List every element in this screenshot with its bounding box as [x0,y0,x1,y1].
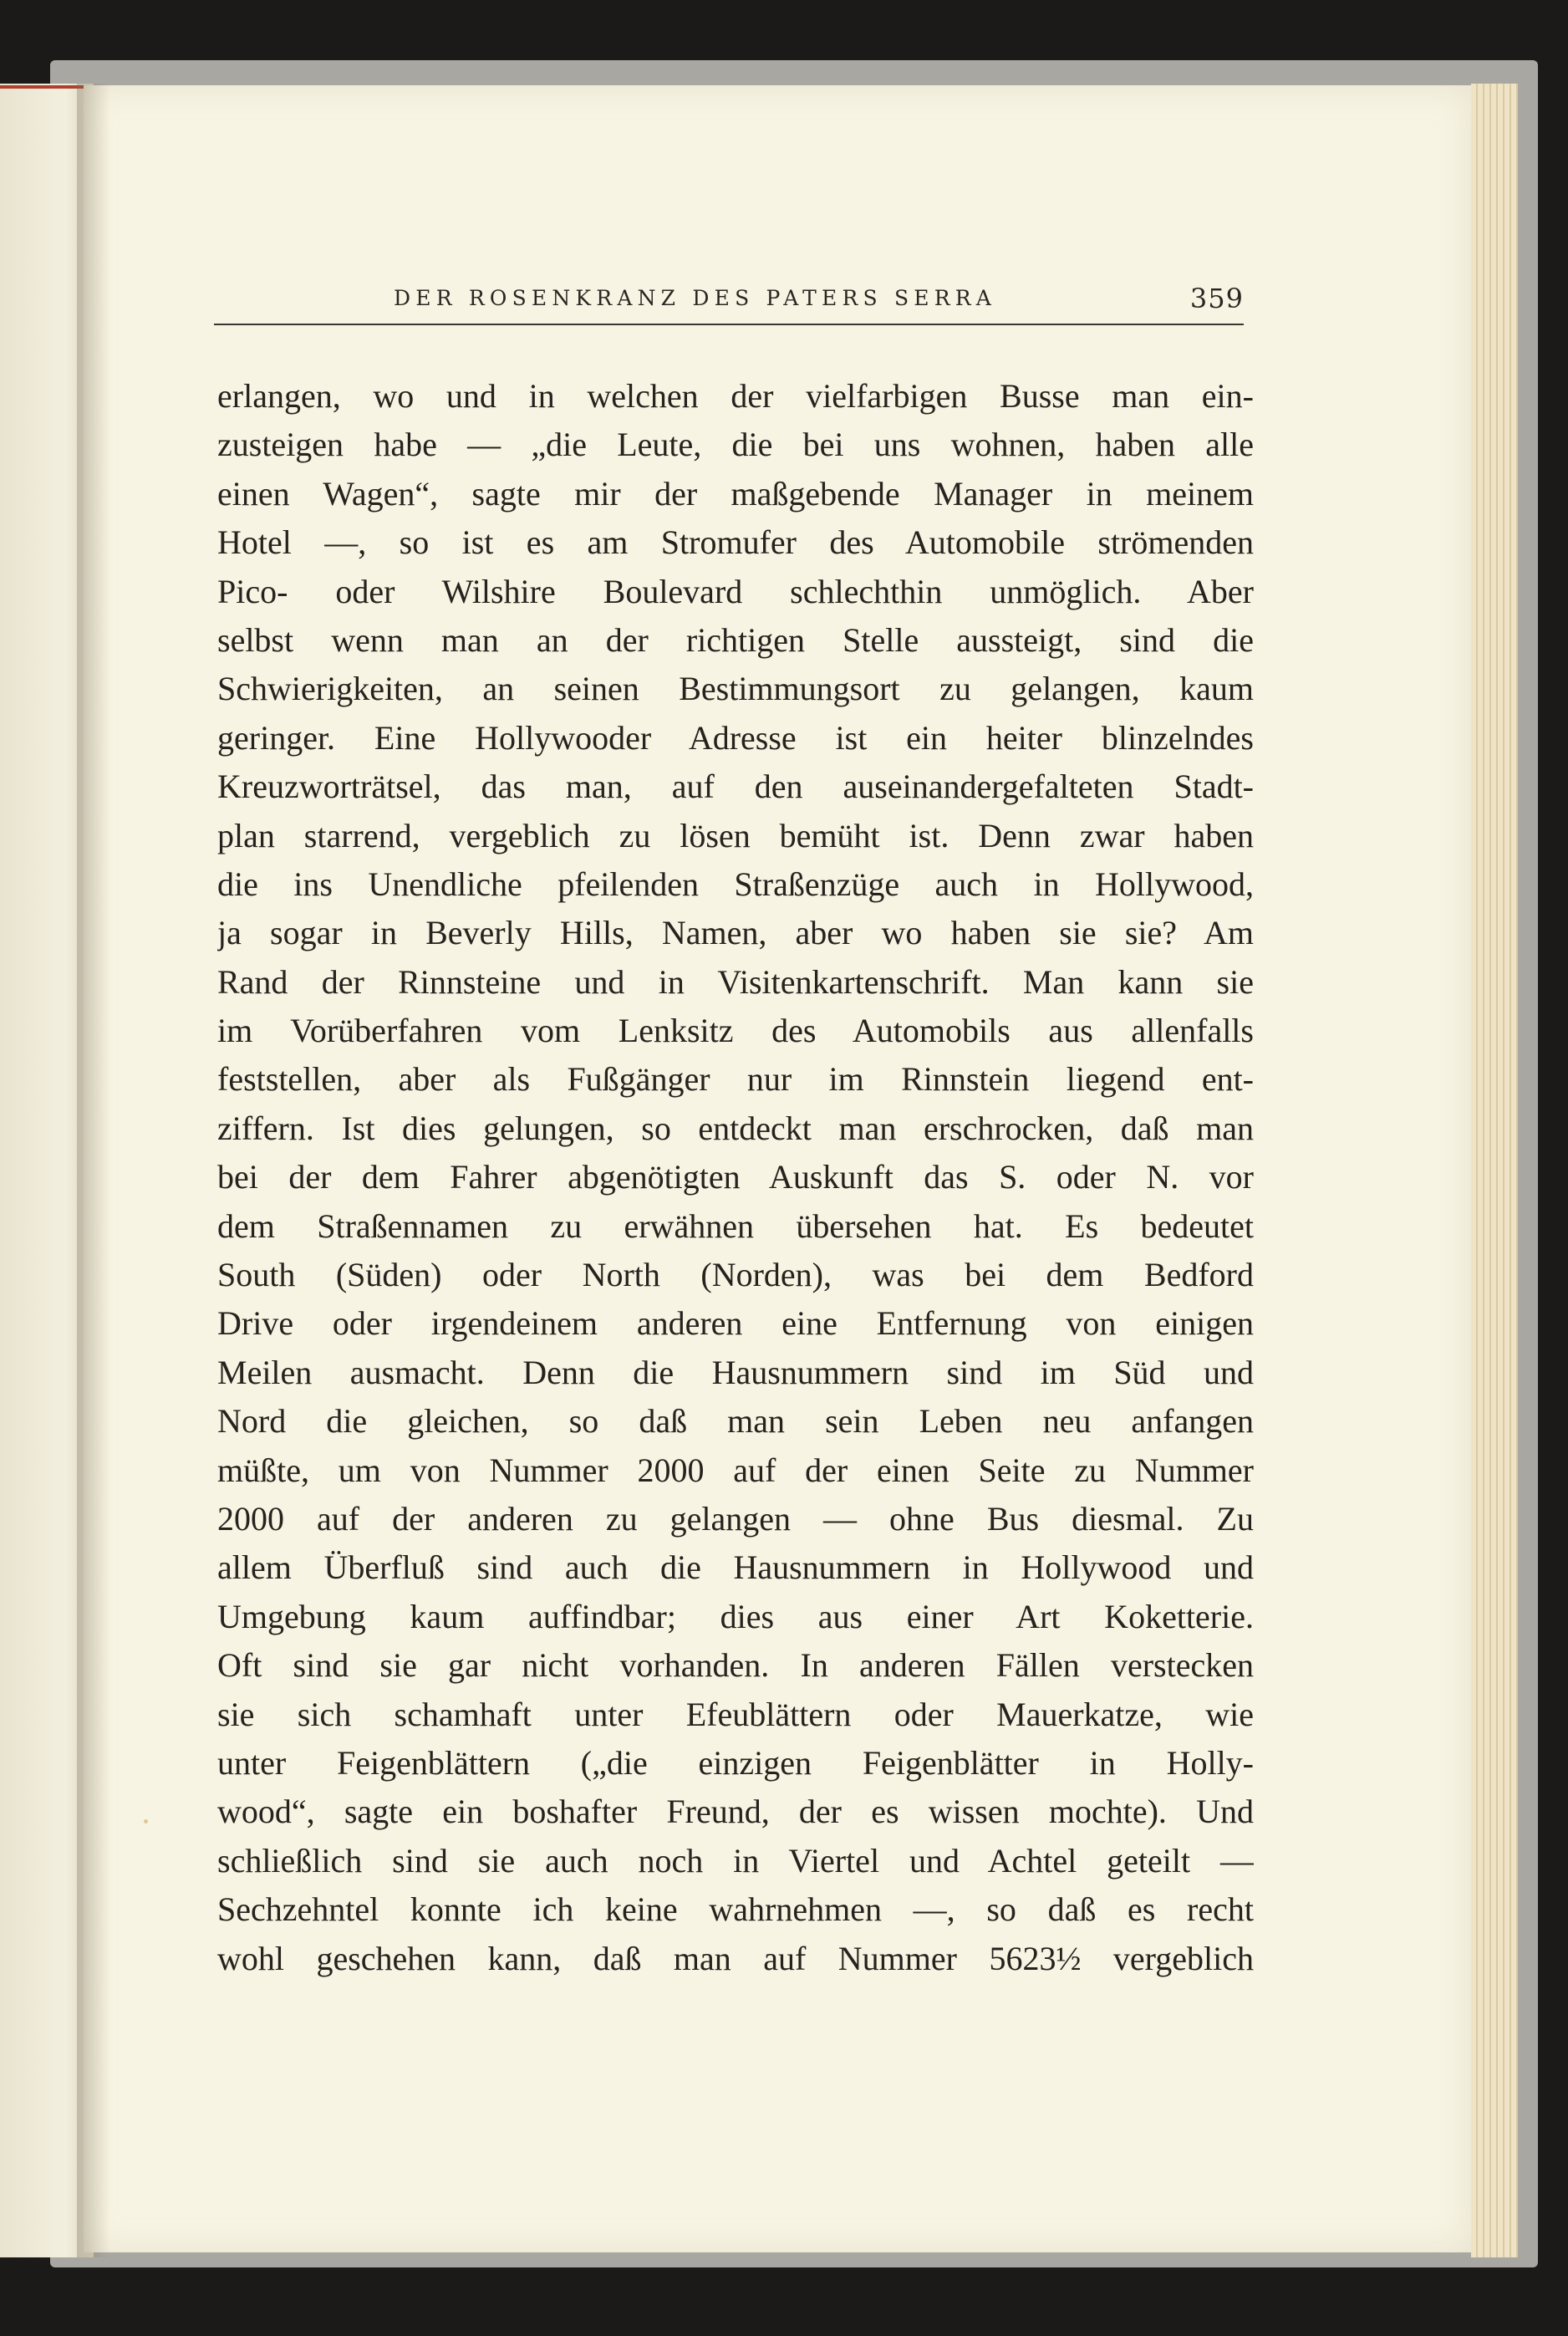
text-line: selbst wenn man an der richtigen Stelle aussteigt, sind die [217,620,1254,659]
body-text [217,372,1254,1983]
text-line: zusteigen habe — „die Leute, die bei uns wohnen, haben alle [217,426,1254,464]
text-line: einen Wagen“, sagte mir der maßgebende Manager in meinem [217,474,1254,513]
header-rule [214,324,1244,325]
text-line: im Vorüberfahren vom Lenksitz des Automobils aus allenfalls [217,1012,1254,1050]
text-line: Sechzehntel konnte ich keine wahrnehmen —, so daß es recht [217,1890,1254,1929]
text-line: Drive oder irgendeinem anderen eine Entfernung von einigen [217,1304,1254,1343]
text-line: Nord die gleichen, so daß man sein Leben neu anfangen [217,1402,1254,1441]
text-line: Rand der Rinnsteine und in Visitenkartenschrift. Man kann sie [217,962,1254,1001]
text-line: dem Straßennamen zu erwähnen übersehen hat. Es bedeutet [217,1206,1254,1245]
running-head-title: DER ROSENKRANZ DES PATERS SERRA [394,286,997,310]
text-line: feststellen, aber als Fußgänger nur im Rinnstein liegend ent- [217,1060,1254,1099]
text-line: Meilen ausmacht. Denn die Hausnummern sind im Süd und [217,1353,1254,1391]
text-line: schließlich sind sie auch noch in Viertel und Achtel geteilt — [217,1841,1254,1880]
running-head [214,283,1244,324]
text-line: Oft sind sie gar nicht vorhanden. In anderen Fällen verstecken [217,1646,1254,1685]
paper-speck [144,1819,148,1823]
text-line: 2000 auf der anderen zu gelangen — ohne Bus diesmal. Zu [217,1499,1254,1538]
text-line: wood“, sagte ein boshafter Freund, der es wissen mochte). Und [217,1793,1254,1831]
text-line: Hotel —, so ist es am Stromufer des Automobile strömenden [217,523,1254,562]
text-line: Pico- oder Wilshire Boulevard schlechthin unmöglich. Aber [217,572,1254,610]
text-line: geringer. Eine Hollywooder Adresse ist ein heiter blinzelndes [217,718,1254,757]
text-line: erlangen, wo und in welchen der vielfarbigen Busse man ein- [217,377,1254,415]
text-line: plan starrend, vergeblich zu lösen bemüht ist. Denn zwar haben [217,816,1254,854]
text-line: ziffern. Ist dies gelungen, so entdeckt man erschrocken, daß man [217,1109,1254,1147]
text-line: Schwierigkeiten, an seinen Bestimmungsort zu gelangen, kaum [217,670,1254,708]
gutter-shadow [77,84,110,2257]
text-line: sie sich schamhaft unter Efeublättern oder Mauerkatze, wie [217,1695,1254,1733]
text-line: ja sogar in Beverly Hills, Namen, aber wo haben sie sie? Am [217,914,1254,952]
text-line: Kreuzworträtsel, das man, auf den auseinandergefalteten Stadt- [217,768,1254,806]
text-line: die ins Unendliche pfeilenden Straßenzüge auch in Hollywood, [217,865,1254,903]
page-number: 359 [1189,283,1244,314]
text-line: bei der dem Fahrer abgenötigten Auskunft das S. oder N. vor [217,1158,1254,1196]
text-line: South (Süden) oder North (Norden), was bei dem Bedford [217,1256,1254,1294]
text-line: unter Feigenblättern („die einzigen Feigenblätter in Holly- [217,1743,1254,1782]
text-line: wohl geschehen kann, daß man auf Nummer 5623½ vergeblich [217,1939,1254,1977]
text-line: allem Überfluß sind auch die Hausnummern in Hollywood und [217,1548,1254,1587]
text-line: müßte, um von Nummer 2000 auf der einen Seite zu Nummer [217,1451,1254,1489]
page-edge-stack [1471,84,1518,2257]
text-line: Umgebung kaum auffindbar; dies aus einer Art Koketterie. [217,1597,1254,1635]
